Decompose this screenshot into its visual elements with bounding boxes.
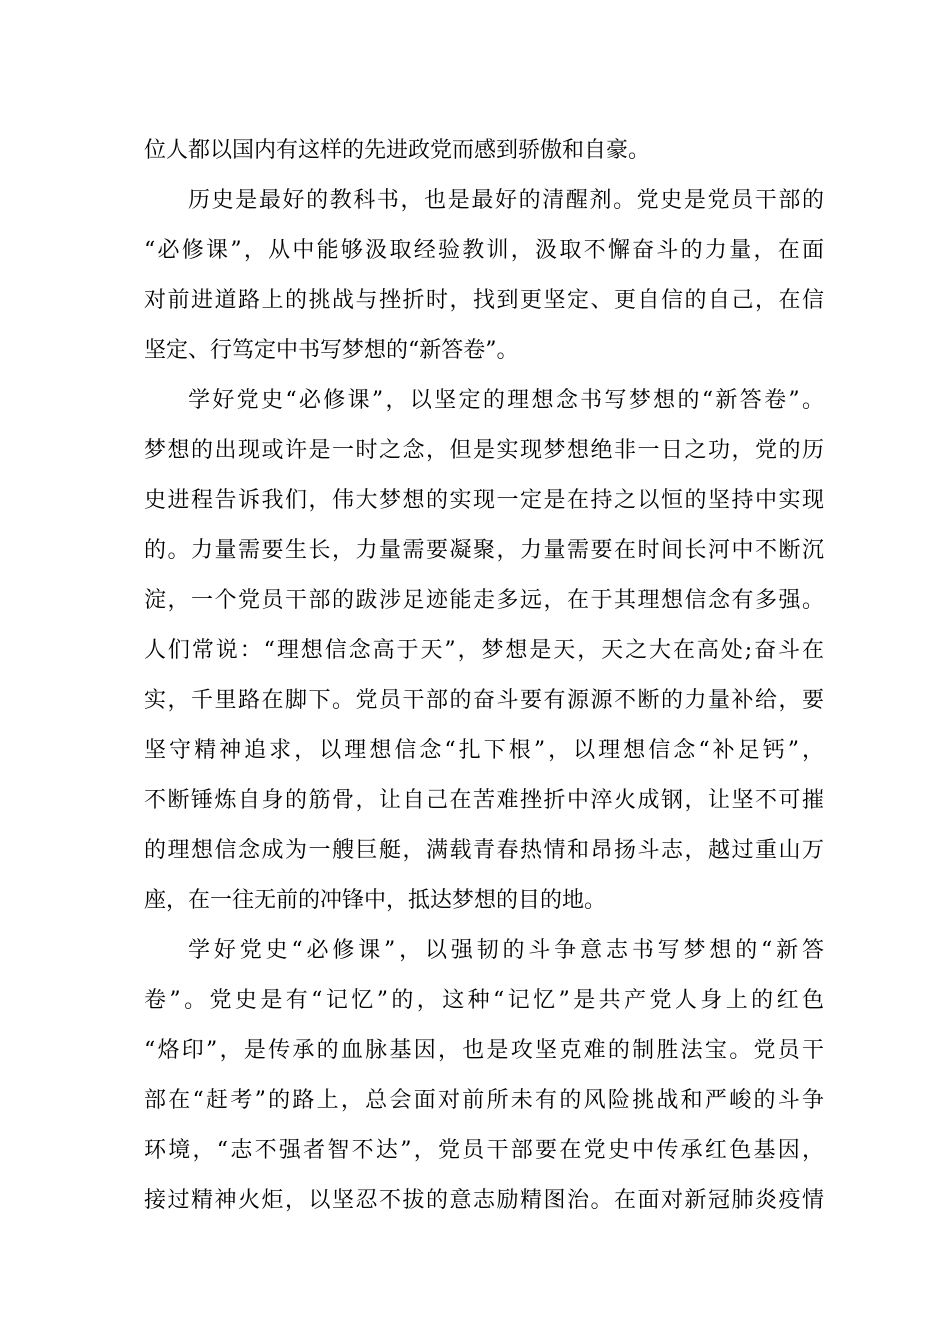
text-line: 淀，一个党员干部的跋涉足迹能走多远，在于其理想信念有多强。 [144,588,824,613]
text-line: 坚定、行笃定中书写梦想的“新答卷”。 [144,338,519,363]
text-line: 的。力量需要生长，力量需要凝聚，力量需要在时间长河中不断沉 [144,538,824,563]
text-line: 学好党史“必修课”，以坚定的理想念书写梦想的“新答卷”。 [188,388,824,413]
text-line: 的理想信念成为一艘巨艇，满载青春热情和昂扬斗志，越过重山万 [144,838,824,863]
text-line: 位人都以国内有这样的先进政党而感到骄傲和自豪。 [144,138,651,163]
text-line: 接过精神火炬，以坚忍不拔的意志励精图治。在面对新冠肺炎疫情 [144,1188,824,1213]
text-line: 学好党史“必修课”，以强韧的斗争意志书写梦想的“新答 [188,938,824,963]
text-line: “烙印”，是传承的血脉基因，也是攻坚克难的制胜法宝。党员干 [144,1038,824,1063]
text-line: 史进程告诉我们，伟大梦想的实现一定是在持之以恒的坚持中实现 [144,488,824,513]
text-line: 座，在一往无前的冲锋中，抵达梦想的目的地。 [144,888,607,913]
text-line: 梦想的出现或许是一时之念，但是实现梦想绝非一日之功，党的历 [144,438,824,463]
text-line: 实，千里路在脚下。党员干部的奋斗要有源源不断的力量补给，要 [144,688,824,713]
text-line: 卷”。党史是有“记忆”的，这种“记忆”是共产党人身上的红色 [144,988,824,1013]
text-line: 环境，“志不强者智不达”，党员干部要在党史中传承红色基因， [144,1138,824,1163]
text-line: 历史是最好的教科书，也是最好的清醒剂。党史是党员干部的 [188,188,824,213]
text-line: 部在“赶考”的路上，总会面对前所未有的风险挑战和严峻的斗争 [144,1088,824,1113]
text-line: “必修课”，从中能够汲取经验教训，汲取不懈奋斗的力量，在面 [144,238,824,263]
body-text [144,126,824,1226]
text-line: 人们常说：“理想信念高于天”，梦想是天，天之大在高处;奋斗在 [144,638,824,663]
text-line: 坚守精神追求，以理想信念“扎下根”，以理想信念“补足钙”， [144,738,824,763]
text-line: 不断锤炼自身的筋骨，让自己在苦难挫折中淬火成钢，让坚不可摧 [144,788,824,813]
text-line: 对前进道路上的挑战与挫折时，找到更坚定、更自信的自己，在信 [144,288,824,313]
